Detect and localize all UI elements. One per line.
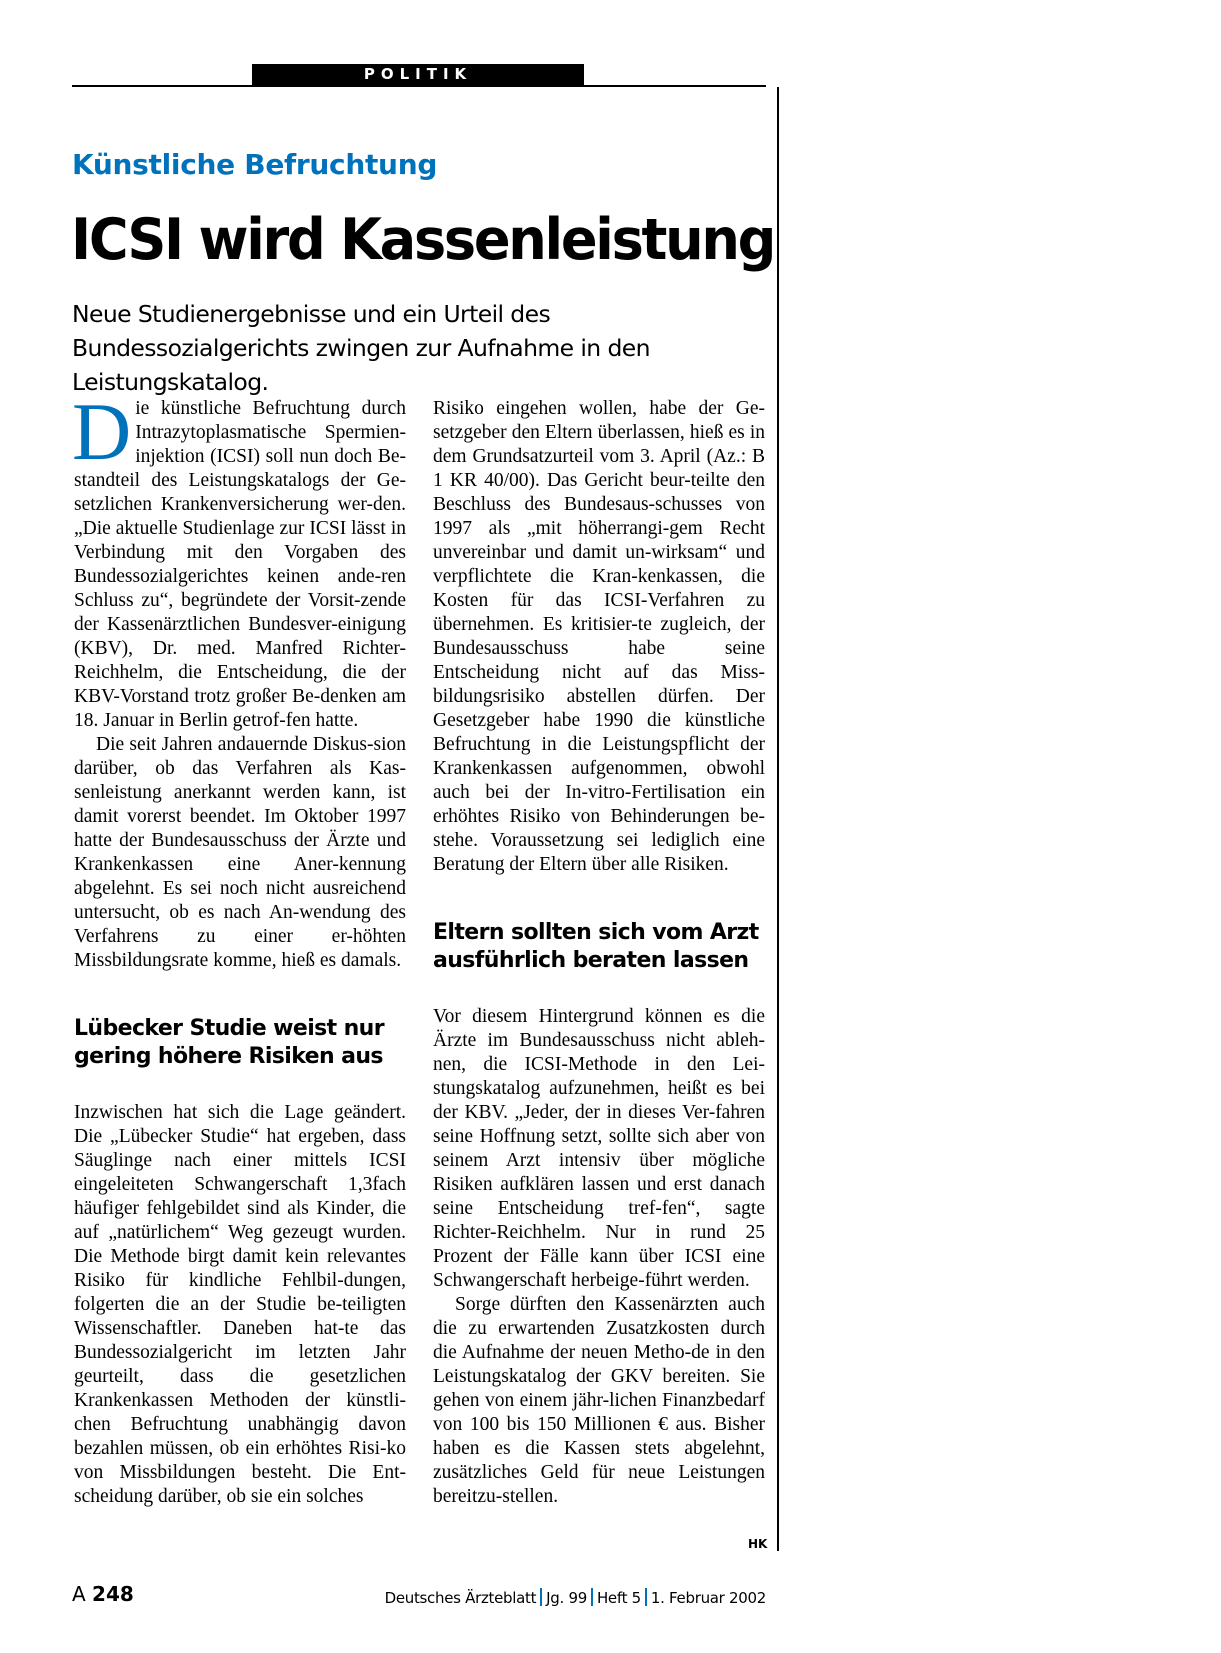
page-prefix: A [72,1582,86,1606]
paragraph: Vor diesem Hintergrund können es die Ärzte im Bundesausschuss nicht ableh-nen, die ICSI-Methode in den Lei-stungskatalog aufzunehmen, heißt es bei der KBV. „Jeder, der in dieses Ver-fahren seine Hoffnung setzt, sollte sich aber von seinem Arzt intensiv über mögliche Risiken aufklären lassen und erst danach seine Entscheidung tref-fen“, sagte Richter-Reichhelm. Nur in rund 25 Prozent der Fälle kann über ICSI eine Schwangerschaft herbeige-führt werden. [433,1006,765,1291]
journal-issue: Heft 5 [596,1589,641,1607]
separator [591,1588,593,1606]
journal-volume: Jg. 99 [546,1589,587,1607]
paragraph: Die seit Jahren andauernde Diskus-sion darüber, ob das Verfahren als Kas-senleistung anerkannt werden kann, ist damit vorerst beendet. Im Oktober 1997 hatte der Bundesausschuss der Ärzte und Krankenkassen eine Aner-kennung abgelehnt. Es sei noch nicht ausreichend untersucht, ob es nach An-wendung des Verfahrens zu einer er-höhten Missbildungsrate komme, hieß es damals. [74,734,406,971]
article-kicker: Künstliche Befruchtung [72,148,438,181]
article-dek: Neue Studienergebnisse und ein Urteil des Bundessozialgerichts zwingen zur Aufnahme in den Leistungskatalog. [72,300,650,396]
paragraph: Sorge dürften den Kassenärzten auch die zu erwartenden Zusatzkosten durch die Aufnahme der neuen Metho-de in den Leistungskatalog der GKV bereiten. Sie gehen von einem jähr-lichen Finanzbedarf von 100 bis 150 Millionen € aus. Bisher haben es die Kassen stets abgelehnt, zusätzliches Geld für neue Leistungen bereitzu-stellen. [433,1294,765,1507]
paragraph: Risiko eingehen wollen, habe der Ge-setzgeber den Eltern überlassen, hieß es in dem Grundsatzurteil vom 3. April (Az.: B 1 KR 40/00). Das Gericht beur-teilte den Beschluss des Bundesaus-schusses von 1997 als „mit höherrangi-gem Recht unvereinbar und damit un-wirksam“ und verpflichtete die Kran-kenkassen, die Kosten für das ICSI-Verfahren zu übernehmen. Es kritisier-te zugleich, der Bundesausschuss habe seine Entscheidung nicht auf das Miss-bildungsrisiko abstellen dürfen. Der Gesetzgeber habe 1990 die künstliche Befruchtung in die Leistungspflicht der Krankenkassen aufgenommen, obwohl auch bei der In-vitro-Fertilisation ein erhöhtes Risiko von Behinderungen be-stehe. Voraussetzung sei lediglich eine Beratung der Eltern über alle Risiken. [433,398,765,875]
subheading: Lübecker Studie weist nur gering höhere Risiken aus [74,1016,384,1069]
article-column-2 [433,397,765,1509]
author-initials: HK [748,1537,768,1551]
page-number [72,1582,134,1606]
publication-info [385,1588,766,1607]
journal-name: Deutsches Ärzteblatt [384,1589,537,1607]
article-headline: ICSI wird Kassenleistung [71,207,775,273]
journal-date: 1. Februar 2002 [650,1589,766,1607]
separator [645,1588,647,1606]
paragraph-intro [72,386,406,733]
drop-cap: D [72,386,132,477]
article-column-1 [72,386,406,1509]
separator [540,1588,542,1606]
page-number-value: 248 [92,1582,134,1606]
paragraph: Inzwischen hat sich die Lage geändert. Die „Lübecker Studie“ hat ergeben, dass Säuglinge nach einer mittels ICSI eingeleiteten Schwangerschaft 1,3fach häufiger fehlgebildet sind als Kinder, die auf „natürlichem“ Weg gezeugt wurden. Die Methode birgt damit kein relevantes Risiko für kindliche Fehlbil-dungen, folgerten die an der Studie be-teiligten Wissenschaftler. Daneben hat-te das Bundessozialgericht im letzten Jahr geurteilt, dass die gesetzlichen Krankenkassen Methoden der künstli-chen Befruchtung unabhängig davon bezahlen müssen, ob ein erhöhtes Risi-ko von Missbildungen besteht. Die Ent-scheidung darüber, ob sie ein solches [74,1102,406,1507]
section-label: POLITIK [252,64,584,85]
subheading: Eltern sollten sich vom Arzt ausführlich beraten lassen [433,920,759,973]
header-rule [72,85,766,87]
paragraph-intro-text: ie künstliche Befruchtung durch Intrazytoplasmatische Spermien-injektion (ICSI) soll nun doch Be-standteil des Leistungskatalogs der Ge-setzlichen Krankenversicherung wer-den. „Die aktuelle Studienlage zur ICSI lässt in Verbindung mit den Vorgaben des Bundessozialgerichtes keinen ande-ren Schluss zu“, begründete der Vorsit-zende der Kassenärztlichen Bundesver-einigung (KBV), Dr. med. Manfred Richter-Reichhelm, die Entscheidung, die der KBV-Vorstand trotz großer Be-denken am 18. Januar in Berlin getrof-fen hatte. [74,398,406,731]
